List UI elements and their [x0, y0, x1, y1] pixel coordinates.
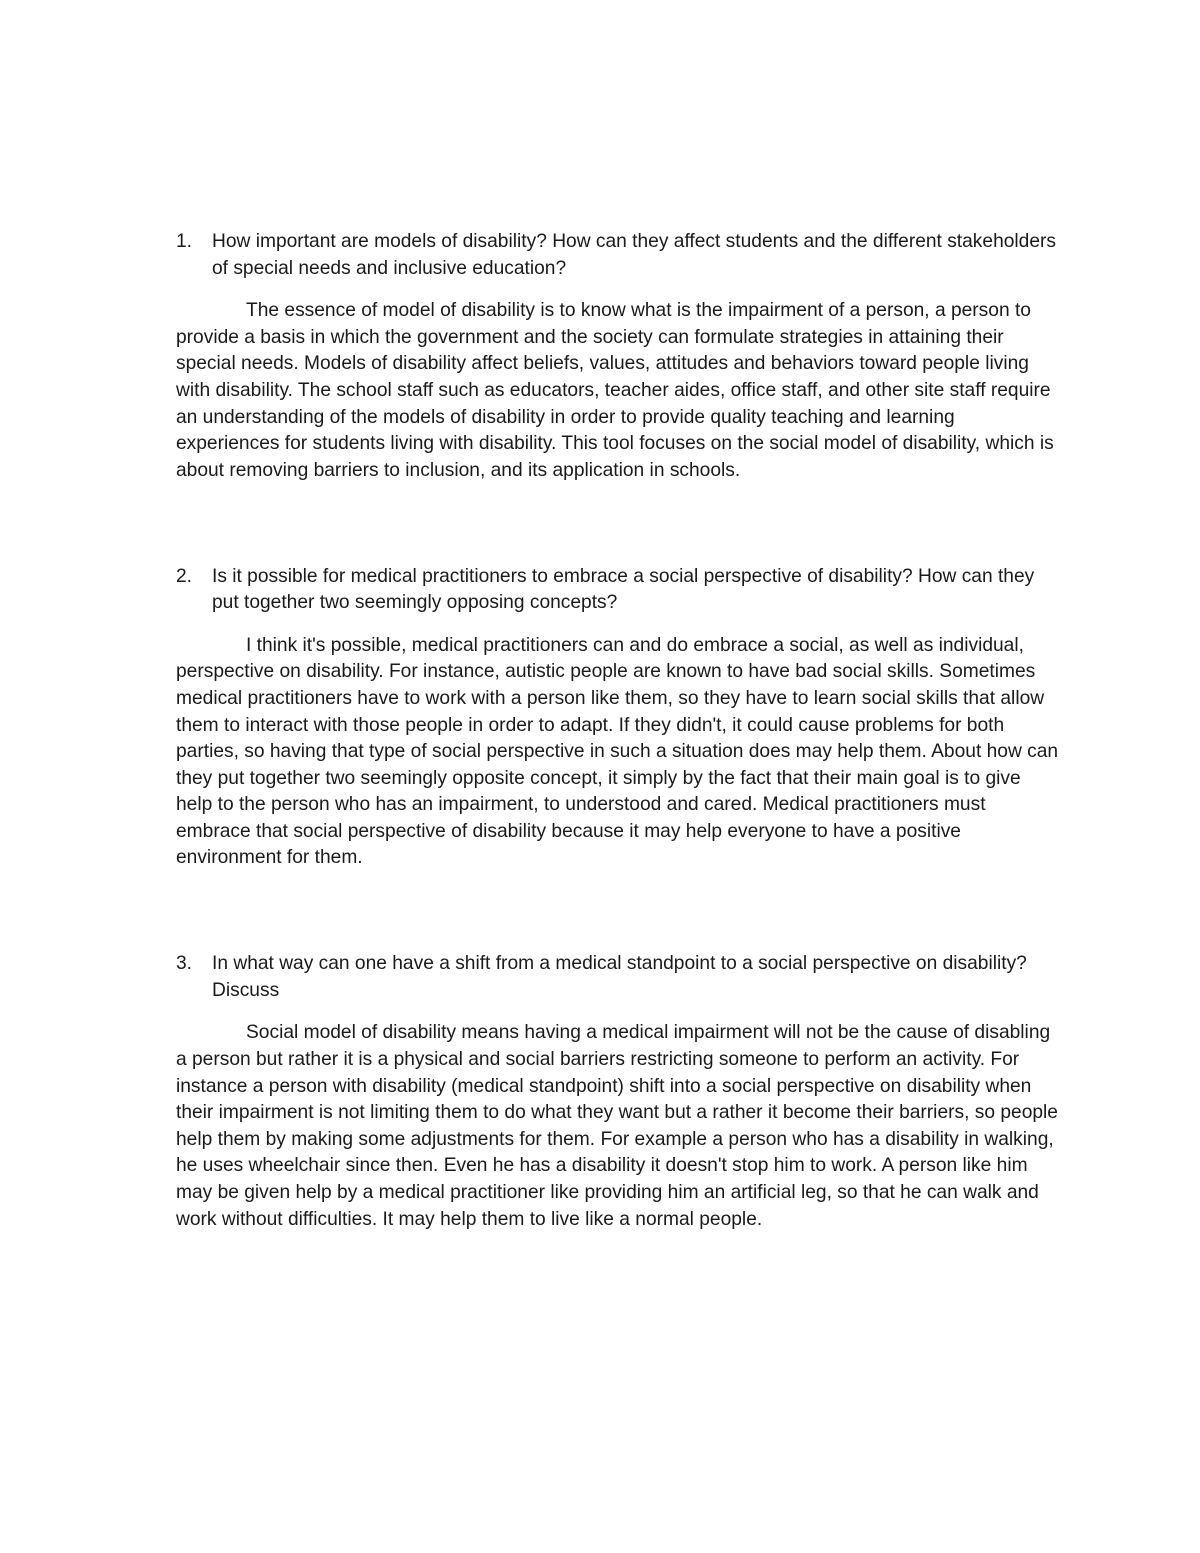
- question-text: Is it possible for medical practitioners to embrace a social perspective of disability? How can they put together two seemingly opposing concepts?: [212, 565, 1035, 614]
- question-text: How important are models of disability? How can they affect students and the different stakeholders of special needs and inclusive education?: [212, 231, 1057, 279]
- answer-paragraph-1: The essence of model of disability is to know what is the impairment of a person, a person to provide a basis in which the government and the society can formulate strategies in attaining their special needs. Models of disability affect beliefs, values, attitudes and behaviors toward people living with disability. The school staff such as educators, teacher aides, office staff, and other site staff require an understanding of the models of disability in order to provide quality teaching and learning experiences for students living with disability. This tool focuses on the social model of disability, which is about removing barriers to inclusion, and its application in schools.: [176, 300, 1054, 481]
- question-number: 1.: [176, 231, 193, 252]
- section-spacer: [176, 504, 1062, 564]
- question-3: [176, 951, 1062, 1004]
- answer-paragraph-2: I think it's possible, medical practitioners can and do embrace a social, as well as individual, perspective on disability. For instance, autistic people are known to have bad social skills. Sometimes medical practitioners have to work with a person like them, so they have to learn social skills that allow them to interact with those people in order to adapt. If they didn't, it could cause problems for both parties, so having that type of social perspective in such a situation does may help them. About how can they put together two seemingly opposite concept, it simply by the fact that their main goal is to give help to the person who has an impairment, to understood and cared. Medical practitioners must embrace that social perspective of disability because it may help everyone to have a positive environment for them.: [176, 634, 1059, 869]
- question-2: [176, 564, 1062, 617]
- question-1: [176, 229, 1062, 282]
- question-item-2: [176, 564, 1062, 873]
- section-spacer: [176, 891, 1062, 951]
- question-item-3: [176, 951, 1062, 1233]
- question-item-1: [176, 229, 1062, 484]
- question-number: 3.: [176, 953, 193, 975]
- document-body: [176, 229, 1062, 1252]
- answer-paragraph-3: Social model of disability means having a medical impairment will not be the cause of disabling a person but rather it is a physical and social barriers restricting someone to perform an activity. For instance a person with disability (medical standpoint) shift into a social perspective on disability when their impairment is not limiting them to do what they want but a rather it become their barriers, so people help them by making some adjustments for them. For example a person who has a disability in walking, he uses wheelchair since then. Even he has a disability it doesn't stop him to work. A person like him may be given help by a medical practitioner like providing him an artificial leg, so that he can walk and work without difficulties. It may help them to live like a normal people.: [176, 1022, 1058, 1230]
- question-text: In what way can one have a shift from a medical standpoint to a social perspective on disability? Discuss: [212, 953, 1027, 1001]
- question-number: 2.: [176, 565, 193, 587]
